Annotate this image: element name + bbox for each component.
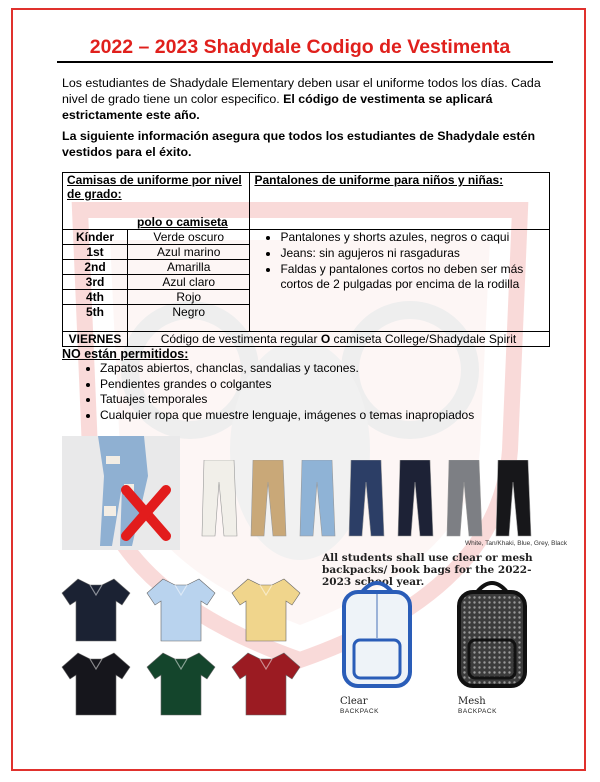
color-cell: Amarilla xyxy=(128,260,250,275)
title-underline xyxy=(57,61,553,63)
shirts-header-cell xyxy=(63,173,250,230)
polo-shirt xyxy=(232,579,300,641)
intro-text: Los estudiantes de Shadydale Elementary deben usar el uniforme todos los días. Cada nivel de grado tiene un color especifico. xyxy=(62,76,541,106)
polo-shirt xyxy=(147,653,215,715)
grade-cell: 3rd xyxy=(63,275,128,290)
pants-item xyxy=(202,460,237,536)
grade-cell: 4th xyxy=(63,290,128,305)
polo-shirt xyxy=(232,653,300,715)
list-item: • Cualquier ropa que muestre lenguaje, imágenes o temas inapropiados xyxy=(100,408,474,424)
pants-item xyxy=(398,460,433,536)
intro-bold-text: El código de vestimenta se aplicará estrictamente este año. xyxy=(62,92,493,122)
polo-shirt xyxy=(147,579,215,641)
mesh-label: Mesh xyxy=(458,696,486,707)
color-cell: Azul marino xyxy=(128,245,250,260)
list-item: • Pantalones y shorts azules, negros o caqui xyxy=(280,230,545,245)
uniform-pants-image xyxy=(198,460,538,538)
shirts-subheader: polo o camiseta xyxy=(137,215,228,229)
mesh-backpack-label xyxy=(458,697,497,717)
clear-backpack-image xyxy=(332,580,422,692)
grade-cell: 1st xyxy=(63,245,128,260)
uniform-table xyxy=(62,172,550,347)
pants-cell xyxy=(250,230,550,332)
pants-header-cell xyxy=(250,173,550,230)
grade-cell: 5th xyxy=(63,305,128,332)
not-allowed-list xyxy=(72,361,474,423)
pants-list xyxy=(254,230,545,292)
pants-item xyxy=(251,460,286,536)
grade-cell: Kínder xyxy=(63,230,128,245)
grade-cell: 2nd xyxy=(63,260,128,275)
not-allowed-title: NO están permitidos: xyxy=(62,347,189,361)
table-row xyxy=(63,332,550,347)
intro-paragraph xyxy=(62,75,552,123)
list-item: • Zapatos abiertos, chanclas, sandalias y tacones. xyxy=(100,361,474,377)
friday-text-c: camiseta College/Shadydale Spirit xyxy=(330,332,517,346)
color-cell: Negro xyxy=(128,305,250,332)
list-item: • Jeans: sin agujeros ni rasgaduras xyxy=(280,246,545,261)
list-item: • Faldas y pantalones cortos no deben ser más cortos de 2 pulgadas por encima de la rodilla xyxy=(280,262,545,292)
pants-item xyxy=(300,460,335,536)
polo-shirt xyxy=(62,579,130,641)
ripped-jeans-image xyxy=(62,436,180,550)
mesh-sub-label: BACKPACK xyxy=(458,708,497,715)
pants-caption: White, Tan/Khaki, Blue, Grey, Black xyxy=(465,540,567,547)
pants-header: Pantalones de uniforme para niños y niñas: xyxy=(254,173,504,187)
pants-item xyxy=(496,460,531,536)
color-cell: Verde oscuro xyxy=(128,230,250,245)
table-row xyxy=(63,230,550,245)
friday-text-or: O xyxy=(320,332,331,346)
page-title: 2022 – 2023 Shadydale Codigo de Vestimenta xyxy=(89,36,511,58)
mesh-backpack-image xyxy=(447,580,537,692)
uniform-polo-shirts-image xyxy=(58,575,320,720)
success-paragraph: La siguiente información asegura que todos los estudiantes de Shadydale estén vestidos para el éxito. xyxy=(62,129,536,159)
clear-sub-label: BACKPACK xyxy=(340,708,379,715)
clear-backpack-label xyxy=(340,697,379,717)
clear-label: Clear xyxy=(340,696,368,707)
shirts-header: Camisas de uniforme por nivel de grado: xyxy=(67,173,242,201)
pants-item xyxy=(349,460,384,536)
friday-text-a: Código de vestimenta regular xyxy=(160,332,321,346)
friday-label: VIERNES xyxy=(63,332,128,347)
color-cell: Rojo xyxy=(128,290,250,305)
list-item: • Pendientes grandes o colgantes xyxy=(100,377,474,393)
color-cell: Azul claro xyxy=(128,275,250,290)
list-item: • Tatuajes temporales xyxy=(100,392,474,408)
polo-shirt xyxy=(62,653,130,715)
backpack-notice: All students shall use clear or mesh backpacks/ book bags for the 2022-2023 school year. xyxy=(322,552,533,588)
pants-item xyxy=(447,460,482,536)
friday-text xyxy=(128,332,550,347)
